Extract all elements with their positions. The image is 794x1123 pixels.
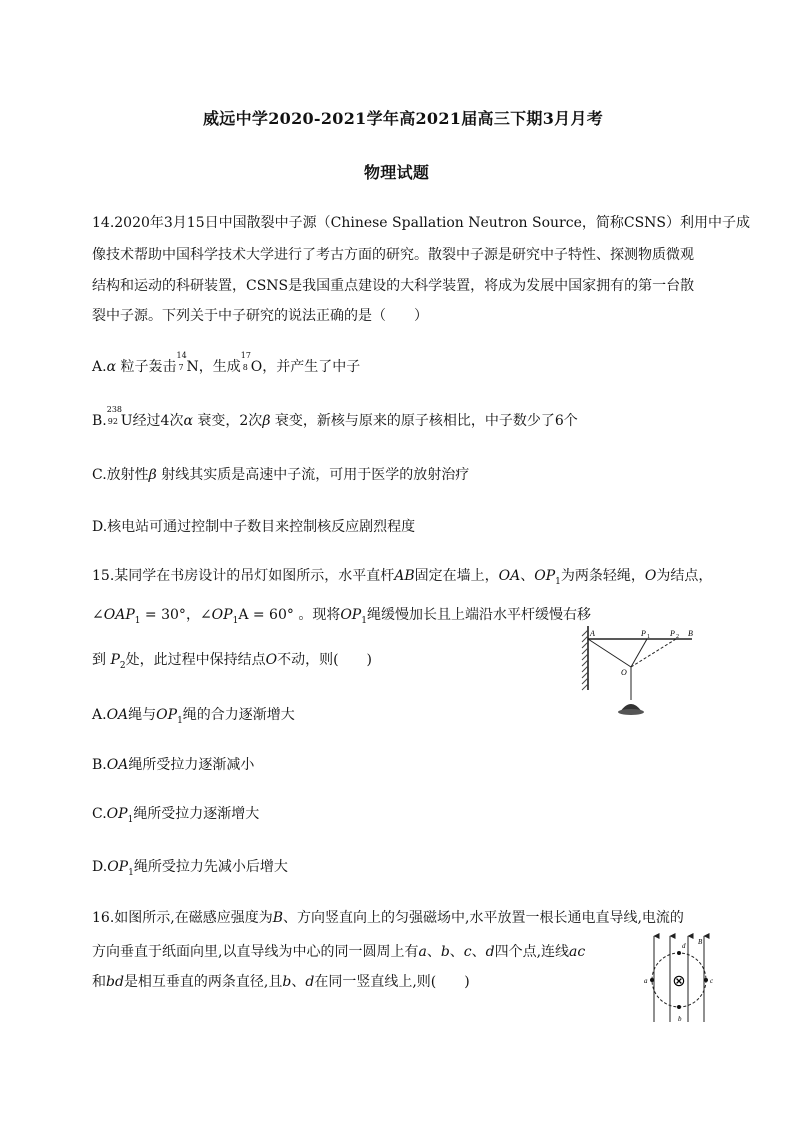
q15-line-2 bbox=[92, 604, 591, 626]
var-o: O bbox=[644, 568, 657, 584]
text: A = 60° bbox=[238, 607, 294, 623]
q15-option-b bbox=[92, 754, 254, 774]
var-ab: AB bbox=[394, 568, 415, 584]
var-oa: OA bbox=[106, 757, 129, 773]
var-op: OP bbox=[340, 607, 362, 623]
var-bd: bd bbox=[106, 974, 124, 990]
q14-line-3: 结构和运动的科研装置，CSNS是我国重点建设的大科学装置，将成为发展中国家拥有的第一台散 bbox=[92, 278, 695, 294]
text: 绳的合力逐渐增大 bbox=[182, 707, 295, 723]
var-d: d bbox=[305, 974, 315, 990]
var-op: OP bbox=[534, 568, 556, 584]
q15-line-3 bbox=[92, 649, 372, 671]
var-oa: OA bbox=[498, 568, 521, 584]
option-text: 粒子轰击 bbox=[116, 359, 177, 375]
q14-option-a bbox=[92, 351, 361, 376]
q16-line-2 bbox=[92, 941, 585, 961]
n-atomic-number: 7 bbox=[178, 363, 184, 372]
point-d bbox=[677, 951, 681, 955]
text: 、方向竖直向上的匀强磁场中,水平放置一根长通电直导线,电流的 bbox=[283, 910, 684, 926]
q15-option-a bbox=[92, 704, 295, 726]
point-b bbox=[677, 1005, 681, 1009]
alpha-symbol: α bbox=[183, 413, 193, 429]
text: 、 bbox=[291, 974, 306, 990]
var-d: d bbox=[485, 944, 495, 960]
subscript: 1 bbox=[134, 615, 141, 626]
var-ac: ac bbox=[569, 944, 586, 960]
subscript: 1 bbox=[127, 814, 134, 825]
text: 在同一竖直线上,则( ) bbox=[314, 974, 470, 990]
exam-subtitle: 物理试题 bbox=[364, 163, 430, 182]
text: 是相互垂直的两条直径,且 bbox=[123, 974, 283, 990]
text: 绳缓慢加长且上端沿水平杆缓慢右移 bbox=[366, 607, 591, 623]
text: 16.如图所示,在磁感应强度为 bbox=[92, 910, 273, 926]
magnetic-field-figure bbox=[640, 928, 720, 1024]
label-field-b: B bbox=[698, 938, 703, 946]
text: 四个点,连线 bbox=[494, 944, 570, 960]
text: 为结点， bbox=[656, 568, 713, 584]
q14-line-4: 裂中子源。下列关于中子研究的说法正确的是（ ） bbox=[92, 308, 428, 324]
label-p2: P bbox=[670, 629, 675, 638]
rope-oa bbox=[588, 639, 631, 667]
label-p1-sub: 1 bbox=[647, 634, 650, 640]
u-atomic-number: 92 bbox=[107, 417, 118, 426]
text: 绳所受拉力逐渐增大 bbox=[133, 806, 260, 822]
q14-option-b bbox=[92, 405, 578, 430]
beta-symbol: β bbox=[262, 413, 271, 429]
text: 到 bbox=[92, 652, 111, 668]
exam-title: 威远中学2020-2021学年高2021届高三下期3月月考 bbox=[203, 109, 604, 128]
option-text: 射线其实质是高速中子流，可用于医学的放射治疗 bbox=[156, 467, 470, 483]
var-op: OP bbox=[107, 859, 129, 875]
text: 、 bbox=[426, 944, 441, 960]
point-c bbox=[704, 978, 708, 982]
label-c: c bbox=[710, 977, 714, 985]
q14-line-1: 14.2020年3月15日中国散裂中子源（Chinese Spallation Neutron Source，简称CSNS）利用中子成 bbox=[92, 215, 751, 231]
option-text: U bbox=[120, 413, 133, 429]
q15-line-1 bbox=[92, 565, 712, 587]
text: 不动，则( ) bbox=[277, 652, 373, 668]
text: 方向垂直于纸面向里,以直导线为中心的同一圆周上有 bbox=[92, 944, 419, 960]
option-label: A. bbox=[92, 359, 107, 375]
q16-line-1 bbox=[92, 907, 684, 927]
var-op: OP bbox=[106, 806, 128, 822]
subscript: 1 bbox=[555, 576, 561, 587]
option-label: B. bbox=[92, 413, 107, 429]
rope-op2-dashed bbox=[631, 639, 676, 667]
subscript: 1 bbox=[128, 867, 134, 878]
var-op: OP bbox=[156, 707, 178, 723]
wall-hatching bbox=[582, 630, 588, 690]
q14-option-d: D.核电站可通过控制中子数目来控制核反应剧烈程度 bbox=[92, 519, 416, 535]
text: 。现将 bbox=[293, 607, 341, 623]
subscript: 2 bbox=[119, 660, 126, 671]
subscript: 1 bbox=[361, 615, 367, 626]
subscript: 1 bbox=[177, 715, 183, 726]
q15-option-c bbox=[92, 803, 259, 825]
option-text: 衰变，2次 bbox=[192, 413, 263, 429]
lamp-figure bbox=[574, 612, 706, 722]
alpha-symbol: α bbox=[106, 359, 117, 375]
text: = 30° bbox=[140, 607, 186, 623]
lamp-base bbox=[618, 709, 644, 715]
label-o: O bbox=[621, 668, 627, 677]
q14-option-c bbox=[92, 464, 469, 484]
text: 为两条轻绳， bbox=[560, 568, 645, 584]
var-b: b bbox=[282, 974, 292, 990]
subscript: 1 bbox=[232, 615, 239, 626]
wire-into-page-icon: ⊗ bbox=[672, 971, 686, 990]
text: 绳所受拉力逐渐减小 bbox=[128, 757, 255, 773]
label-p1: P bbox=[641, 629, 646, 638]
var-a: a bbox=[418, 944, 427, 960]
o-atomic-number: 8 bbox=[242, 363, 248, 372]
q16-line-3 bbox=[92, 971, 470, 991]
option-text: O，并产生了中子 bbox=[250, 359, 361, 375]
text: 和 bbox=[92, 974, 106, 990]
beta-symbol: β bbox=[148, 467, 157, 483]
text: ， bbox=[185, 607, 200, 623]
option-text: C.放射性 bbox=[92, 467, 149, 483]
var-b: b bbox=[440, 944, 450, 960]
q14-line-2: 像技术帮助中国科学技术大学进行了考古方面的研究。散裂中子源是研究中子特性、探测物质微观 bbox=[92, 247, 694, 263]
text: A. bbox=[92, 707, 107, 723]
text: 处，此过程中保持结点 bbox=[125, 652, 266, 668]
angle-oap1: ∠OAP bbox=[92, 607, 135, 623]
text: 、 bbox=[520, 568, 535, 584]
option-text: 衰变，新核与原来的原子核相比，中子数少了6个 bbox=[270, 413, 578, 429]
text: 、 bbox=[449, 944, 464, 960]
text: 固定在墙上， bbox=[414, 568, 499, 584]
option-text: 经过4次 bbox=[132, 413, 184, 429]
text: C. bbox=[92, 806, 107, 822]
o-mass-number: 17 bbox=[240, 351, 251, 360]
var-b: B bbox=[272, 910, 284, 926]
label-a: a bbox=[644, 977, 648, 985]
angle-op1a: ∠OP bbox=[199, 607, 233, 623]
u-mass-number: 238 bbox=[106, 405, 123, 414]
text: D. bbox=[92, 859, 108, 875]
var-p: P bbox=[110, 652, 120, 668]
text: B. bbox=[92, 757, 107, 773]
option-text: N，生成 bbox=[186, 359, 241, 375]
var-oa: OA bbox=[106, 707, 129, 723]
var-c: c bbox=[463, 944, 472, 960]
label-d: d bbox=[682, 942, 686, 950]
text: 绳与 bbox=[128, 707, 157, 723]
text: 绳所受拉力先减小后增大 bbox=[133, 859, 288, 875]
label-p2-sub: 2 bbox=[676, 634, 679, 640]
text: 15.某同学在书房设计的吊灯如图所示，水平直杆 bbox=[92, 568, 395, 584]
n-mass-number: 14 bbox=[176, 351, 187, 360]
label-a: A bbox=[590, 629, 595, 638]
label-b: B bbox=[688, 629, 693, 638]
label-b: b bbox=[678, 1015, 682, 1023]
var-o: O bbox=[265, 652, 278, 668]
q15-option-d bbox=[92, 856, 288, 878]
text: 、 bbox=[471, 944, 486, 960]
point-a bbox=[650, 978, 654, 982]
rope-op1 bbox=[631, 639, 647, 667]
